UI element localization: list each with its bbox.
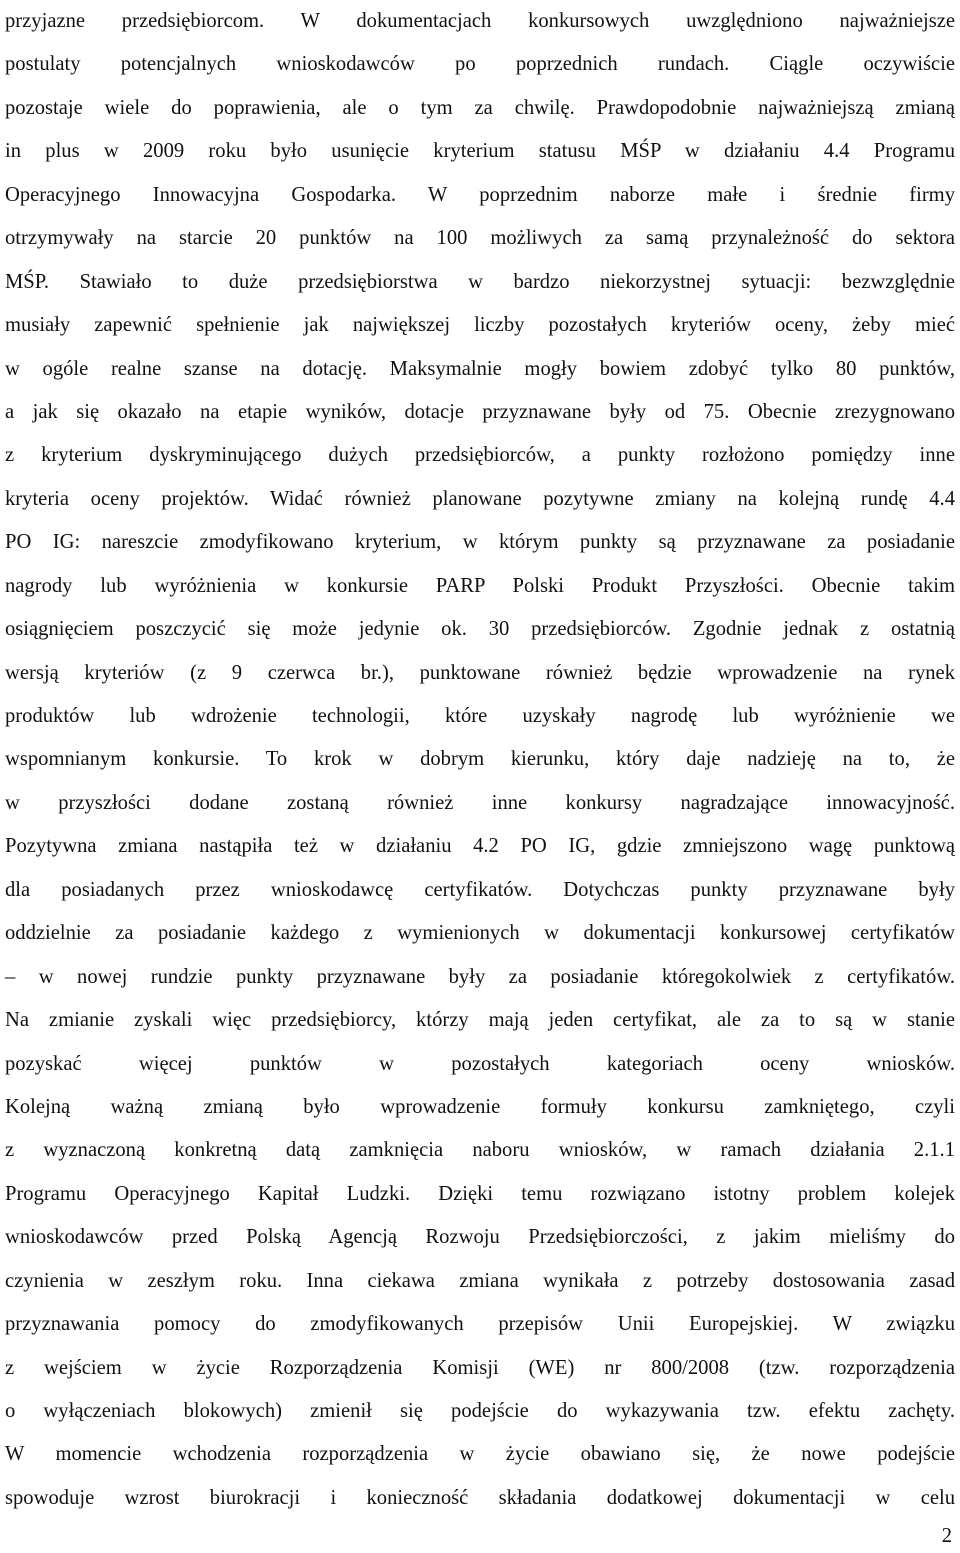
text-line: czynienia w zeszłym roku. Inna ciekawa zmiana wynikała z potrzeby dostosowania zasad (5, 1269, 955, 1292)
text-line: o wyłączeniach blokowych) zmienił się podejście do wykazywania tzw. efektu zachęty. (5, 1400, 955, 1422)
page-number: 2 (941, 1525, 952, 1547)
text-line: Programu Operacyjnego Kapitał Ludzki. Dzięki temu rozwiązano istotny problem kolejek (5, 1182, 955, 1205)
text-line: wnioskodawców przed Polską Agencją Rozwoju Przedsiębiorczości, z jakim mieliśmy do (5, 1226, 955, 1249)
text-line: pozyskać więcej punktów w pozostałych kategoriach oceny wniosków. (5, 1052, 955, 1075)
text-line: musiały zapewnić spełnienie jak największej liczby pozostałych kryteriów oceny, żeby mieć (5, 314, 955, 337)
text-line: – w nowej rundzie punkty przyznawane były za posiadanie któregokolwiek z certyfikatów. (5, 965, 955, 988)
text-line: produktów lub wdrożenie technologii, które uzyskały nagrodę lub wyróżnienie we (5, 705, 955, 727)
text-line: pozostaje wiele do poprawienia, ale o tym za chwilę. Prawdopodobnie najważniejszą zmianą (5, 96, 955, 119)
text-line: spowoduje wzrost biurokracji i konieczność składania dodatkowej dokumentacji w celu (5, 1486, 955, 1509)
text-line: kryteria oceny projektów. Widać również planowane pozytywne zmiany na kolejną rundę 4.4 (5, 487, 955, 510)
text-line: a jak się okazało na etapie wyników, dotacje przyznawane były od 75. Obecnie zrezygnowano (5, 400, 955, 423)
text-line: w ogóle realne szanse na dotację. Maksymalnie mogły bowiem zdobyć tylko 80 punktów, (5, 357, 955, 380)
text-line: z wejściem w życie Rozporządzenia Komisji (WE) nr 800/2008 (tzw. rozporządzenia (5, 1356, 955, 1379)
text-line: PO IG: nareszcie zmodyfikowano kryterium, w którym punkty są przyznawane za posiadanie (5, 531, 955, 554)
text-line: dla posiadanych przez wnioskodawcę certyfikatów. Dotychczas punkty przyznawane były (5, 878, 955, 901)
text-line: z wyznaczoną konkretną datą zamknięcia naboru wniosków, w ramach działania 2.1.1 (5, 1139, 955, 1162)
text-line: Na zmianie zyskali więc przedsiębiorcy, którzy mają jeden certyfikat, ale za to są w stanie (5, 1009, 955, 1032)
text-line: in plus w 2009 roku było usunięcie kryterium statusu MŚP w działaniu 4.4 Programu (5, 140, 955, 163)
text-line: Pozytywna zmiana nastąpiła też w działaniu 4.2 PO IG, gdzie zmniejszono wagę punktową (5, 835, 955, 858)
text-line: nagrody lub wyróżnienia w konkursie PARP Polski Produkt Przyszłości. Obecnie takim (5, 574, 955, 597)
text-line: wersją kryteriów (z 9 czerwca br.), punktowane również będzie wprowadzenie na rynek (5, 661, 955, 684)
text-line: przyjazne przedsiębiorcom. W dokumentacjach konkursowych uwzględniono najważniejsze (5, 10, 955, 32)
text-line: otrzymywały na starcie 20 punktów na 100 możliwych za samą przynależność do sektora (5, 227, 955, 250)
text-line: w przyszłości dodane zostaną również inne konkursy nagradzające innowacyjność. (5, 791, 955, 814)
text-line: przyznawania pomocy do zmodyfikowanych przepisów Unii Europejskiej. W związku (5, 1313, 955, 1336)
text-line: Kolejną ważną zmianą było wprowadzenie formuły konkursu zamkniętego, czyli (5, 1095, 955, 1118)
text-line: Operacyjnego Innowacyjna Gospodarka. W poprzednim naborze małe i średnie firmy (5, 183, 955, 206)
text-line: wspomnianym konkursie. To krok w dobrym kierunku, który daje nadzieję na to, że (5, 748, 955, 771)
text-line: postulaty potencjalnych wnioskodawców po poprzednich rundach. Ciągle oczywiście (5, 53, 955, 76)
text-line: MŚP. Stawiało to duże przedsiębiorstwa w bardzo niekorzystnej sytuacji: bezwzględnie (5, 270, 955, 293)
text-line: z kryterium dyskryminującego dużych przedsiębiorców, a punkty rozłożono pomiędzy inne (5, 444, 955, 467)
text-line: osiągnięciem poszczycić się może jedynie ok. 30 przedsiębiorców. Zgodnie jednak z ostatnią (5, 618, 955, 641)
body-paragraph (5, 0, 955, 1520)
text-line: oddzielnie za posiadanie każdego z wymienionych w dokumentacji konkursowej certyfikatów (5, 922, 955, 945)
text-line: W momencie wchodzenia rozporządzenia w życie obawiano się, że nowe podejście (5, 1443, 955, 1466)
